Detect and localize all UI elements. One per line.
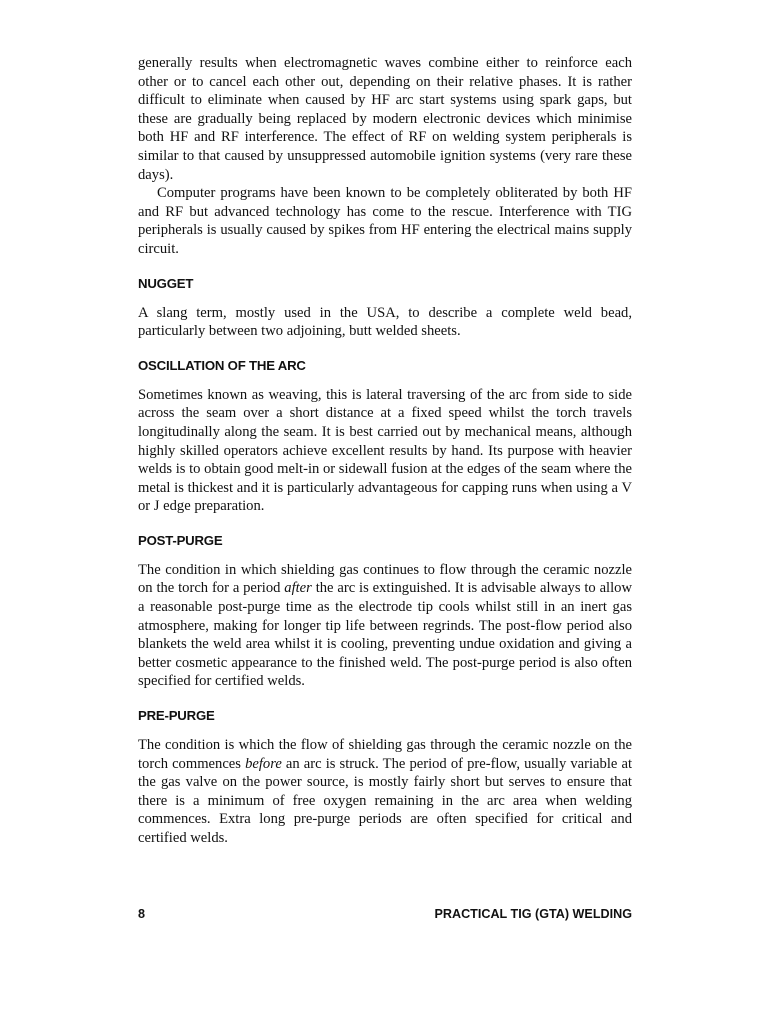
oscillation-heading: OSCILLATION OF THE ARC xyxy=(138,357,306,373)
pre-purge-emphasis: before xyxy=(245,755,282,772)
pre-purge-body xyxy=(138,736,632,848)
post-purge-body-end: the arc is extinguished. It is advisable always to allow a reasonable post-purge time as the electrode tip cools whilst still in an inert gas atmosphere, making for longer tip life between regrinds. The post-flow period also blankets the weld area whilst it is cooling, preventing undue oxidation and giving a better cosmetic appearance to the finished weld. The post-purge period is also often specified for certified welds. xyxy=(138,580,632,690)
pre-purge-body-start: The condition is which the flow of shielding gas through the ceramic nozzle on the torch commences xyxy=(138,737,632,772)
page-body xyxy=(138,54,632,848)
post-purge-heading: POST-PURGE xyxy=(138,532,223,548)
nugget-body: A slang term, mostly used in the USA, to describe a complete weld bead, particularly between two adjoining, butt welded sheets. xyxy=(138,304,632,340)
pre-purge-body-end: an arc is struck. The period of pre-flow, usually variable at the gas valve on the power source, is mostly fairly short but serves to ensure that there is a minimum of free oxygen remaining in the arc area when welding commences. Extra long pre-purge periods are often specified for critical and certified welds. xyxy=(138,755,632,846)
nugget-heading: NUGGET xyxy=(138,275,194,291)
page-footer xyxy=(138,906,632,922)
intro-paragraph-2: Computer programs have been known to be completely obliterated by both HF and RF but advanced technology has come to the rescue. Interference with TIG peripherals is usually caused by spikes from HF entering the electrical mains supply circuit. xyxy=(138,185,632,257)
intro-paragraph-1: generally results when electromagnetic waves combine either to reinforce each other or to cancel each other out, depending on their relative phases. It is rather difficult to eliminate when caused by HF arc start systems using spark gaps, but these are gradually being replaced by modern electronic devices which minimise both HF and RF interference. The effect of RF on welding system peripherals is similar to that caused by unsuppressed automobile ignition systems (very rare these days). xyxy=(138,55,632,183)
oscillation-body: Sometimes known as weaving, this is lateral traversing of the arc from side to side across the seam over a short distance at a fixed speed whilst the torch travels longitudinally along the seam. It is best carried out by mechanical means, although highly skilled operators achieve excellent results by hand. Its purpose with heavier welds is to obtain good melt-in or sidewall fusion at the edges of the seam where the metal is thickest and it is particularly advantageous for capping runs when using a V or J edge preparation. xyxy=(138,386,632,515)
running-title: PRACTICAL TIG (GTA) WELDING xyxy=(434,907,632,921)
post-purge-body xyxy=(138,561,632,691)
post-purge-emphasis: after xyxy=(284,580,312,597)
post-purge-body-start: The condition in which shielding gas continues to flow through the ceramic nozzle on the torch for a period xyxy=(138,561,632,597)
page-number: 8 xyxy=(138,907,146,921)
pre-purge-heading: PRE-PURGE xyxy=(138,708,215,724)
